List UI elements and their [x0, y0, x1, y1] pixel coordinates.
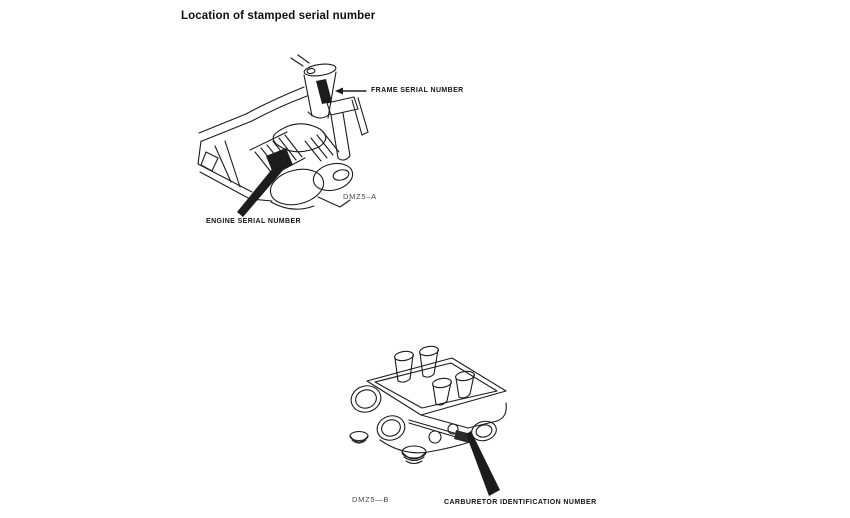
engine-serial-label: ENGINE SERIAL NUMBER: [206, 218, 301, 225]
figure-a-caption: DMZ5–A: [343, 192, 377, 201]
motorcycle-illustration: [195, 54, 477, 236]
steering-head-cap: [303, 62, 336, 77]
frame-serial-arrowhead: [335, 88, 343, 95]
carburetor-illustration: [345, 340, 537, 502]
engine-serial-arrow: [237, 163, 285, 217]
page-title: Location of stamped serial number: [181, 10, 376, 22]
frame-serial-label: FRAME SERIAL NUMBER: [371, 87, 464, 94]
frame-serial-pad: [316, 79, 332, 104]
carb-id-label: CARBURETOR IDENTIFICATION NUMBER: [444, 499, 597, 506]
figure-b-caption: DMZ5—B: [352, 495, 390, 504]
